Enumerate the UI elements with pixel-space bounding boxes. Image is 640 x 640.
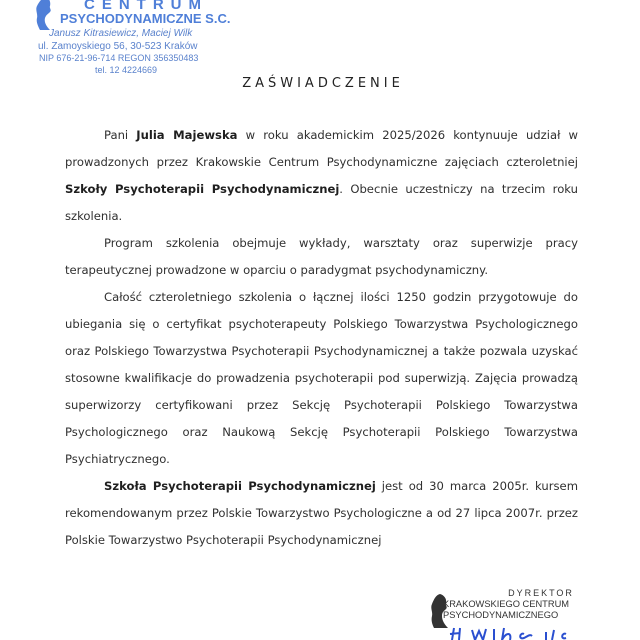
paragraph-2: Program szkolenia obejmuje wykłady, warsztaty oraz superwizje pracy terapeutycznej prowadzone w oparciu o paradygmat psychodynamiczny.	[65, 236, 578, 277]
stamp-address: ul. Zamoyskiego 56, 30-523 Kraków	[38, 41, 198, 52]
text-span: Pani	[104, 128, 137, 142]
paragraph-4	[65, 473, 578, 554]
head-profile-logo-icon	[34, 0, 56, 30]
text-span: jest od 30 marca 2005r. kursem rekomendowanym przez Polskie Towarzystwo Psychologiczne a od 27 lipca 2007r. przez Polskie Towarzystwo Psychoterapii Psychodynamicznej	[65, 479, 578, 547]
paragraph-1	[65, 122, 578, 230]
school-name: Szkoła Psychoterapii Psychodynamicznej	[104, 479, 376, 493]
school-name: Szkoły Psychoterapii Psychodynamicznej	[65, 182, 340, 196]
stamp-institution-line1: KRAKOWSKIEGO CENTRUM	[443, 599, 570, 609]
stamp-centrum-text: CENTRUM	[84, 0, 208, 13]
stamp-company-name: PSYCHODYNAMICZNE S.C.	[60, 11, 231, 26]
stamp-phone: tel. 12 4224669	[95, 65, 158, 75]
stamp-owner-names: Janusz Kitrasiewicz, Maciej Wilk	[49, 28, 193, 39]
handwritten-signature	[448, 624, 608, 640]
student-name: Julia Majewska	[136, 128, 238, 142]
paragraph-3: Całość czteroletniego szkolenia o łącznej ilości 1250 godzin przygotowuje do ubiegania się o certyfikat psychoterapeuty Polskiego Towarzystwa Psychologicznego oraz Polskiego Towarzystwa Psychoterapii Psychodynamicznej a także pozwala uzyskać stosowne kwalifikacje do prowadzenia psychoterapii pod superwizją. Zajęcia prowadzą superwizorzy certyfikowani przez Sekcję Psychoterapii Polskiego Towarzystwa Psychologicznego oraz Naukową Sekcję Psychoterapii Polskiego Towarzystwa Psychiatrycznego.	[65, 290, 578, 466]
text-span: w roku akademickim 2025/2026 kontynuuje udział w prowadzonych przez Krakowskie Centrum Psychodynamiczne zajęciach czteroletniej	[65, 128, 578, 169]
document-body	[65, 122, 578, 554]
text-span: . Obecnie uczestniczy na trzecim roku szkolenia.	[65, 182, 578, 223]
document-title: ZAŚWIADCZENIE	[242, 76, 404, 91]
stamp-nip-regon: NIP 676-21-96-714 REGON 356350483	[39, 53, 199, 63]
stamp-director-title: DYREKTOR	[508, 588, 574, 598]
stamp-institution-line2: PSYCHODYNAMICZNEGO	[443, 610, 559, 620]
